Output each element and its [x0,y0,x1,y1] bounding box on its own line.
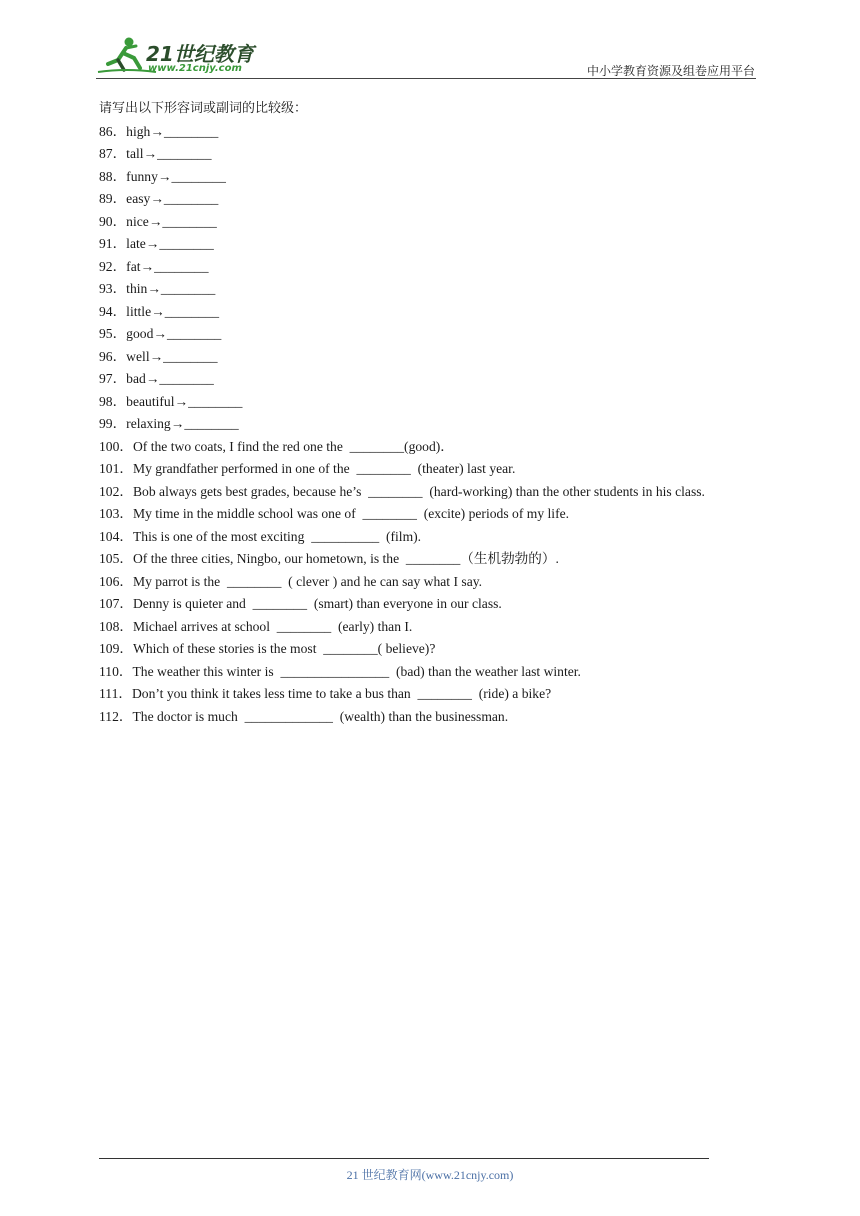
question-item: 89．easy→________ [99,191,219,206]
footer-text: 21 世纪教育网(www.21cnjy.com) [346,1168,514,1182]
question-item: 111．Don’t you think it takes less time to take a bus than ________ (ride) a bike? [99,686,552,701]
question-item: 97．bad→________ [99,371,214,386]
question-list [99,121,749,729]
question-item: 110．The weather this winter is ________________ (bad) than the weather last winter. [99,663,581,679]
question-item: 106．My parrot is the ________ ( clever ) and he can say what I say. [99,573,483,589]
question-item: 109．Which of these stories is the most ________( believe)? [99,641,436,656]
question-item: 91．late→________ [99,236,214,251]
question-item: 108．Michael arrives at school ________ (early) than I. [99,618,413,634]
question-item: 95．good→________ [99,326,222,341]
question-item: 104．This is one of the most exciting __________ (film). [99,528,422,544]
question-item: 99．relaxing→________ [99,416,239,431]
question-item: 86．high→________ [99,123,219,139]
question-item: 90．nice→________ [99,213,217,229]
question-item: 92．fat→________ [99,258,209,274]
question-item: 100．Of the two coats, I find the red one the ________(good)． [99,438,454,454]
question-item: 105．Of the three cities, Ningbo, our hometown, is the ________（生机勃勃的）. [99,551,559,566]
question-item: 98．beautiful→________ [99,393,243,409]
question-item: 94．little→________ [99,303,220,319]
header-divider [96,78,756,79]
worksheet-content [99,98,749,728]
footer-divider [99,1158,709,1159]
question-item: 88．funny→________ [99,168,226,184]
site-logo [96,34,296,78]
question-item: 103．My time in the middle school was one of ________ (excite) periods of my life. [99,506,570,521]
question-item: 96．well→________ [99,348,218,364]
header-platform-name: 中小学教育资源及组卷应用平台 [586,64,755,78]
logo-text: 21世纪教育 [146,42,254,66]
question-item: 87．tall→________ [99,146,212,161]
logo-url: www.21cnjy.com [148,63,242,74]
question-item: 112．The doctor is much _____________ (wealth) than the businessman. [99,708,509,724]
instruction-text: 请写出以下形容词或副词的比较级： [99,101,308,116]
question-item: 107．Denny is quieter and ________ (smart) than everyone in our class. [99,596,502,611]
question-item: 102．Bob always gets best grades, because he’s ________ (hard-working) than the other students in his class. [99,483,705,499]
question-item: 101．My grandfather performed in one of the ________ (theater) last year. [99,461,516,476]
question-item: 93．thin→________ [99,281,216,296]
